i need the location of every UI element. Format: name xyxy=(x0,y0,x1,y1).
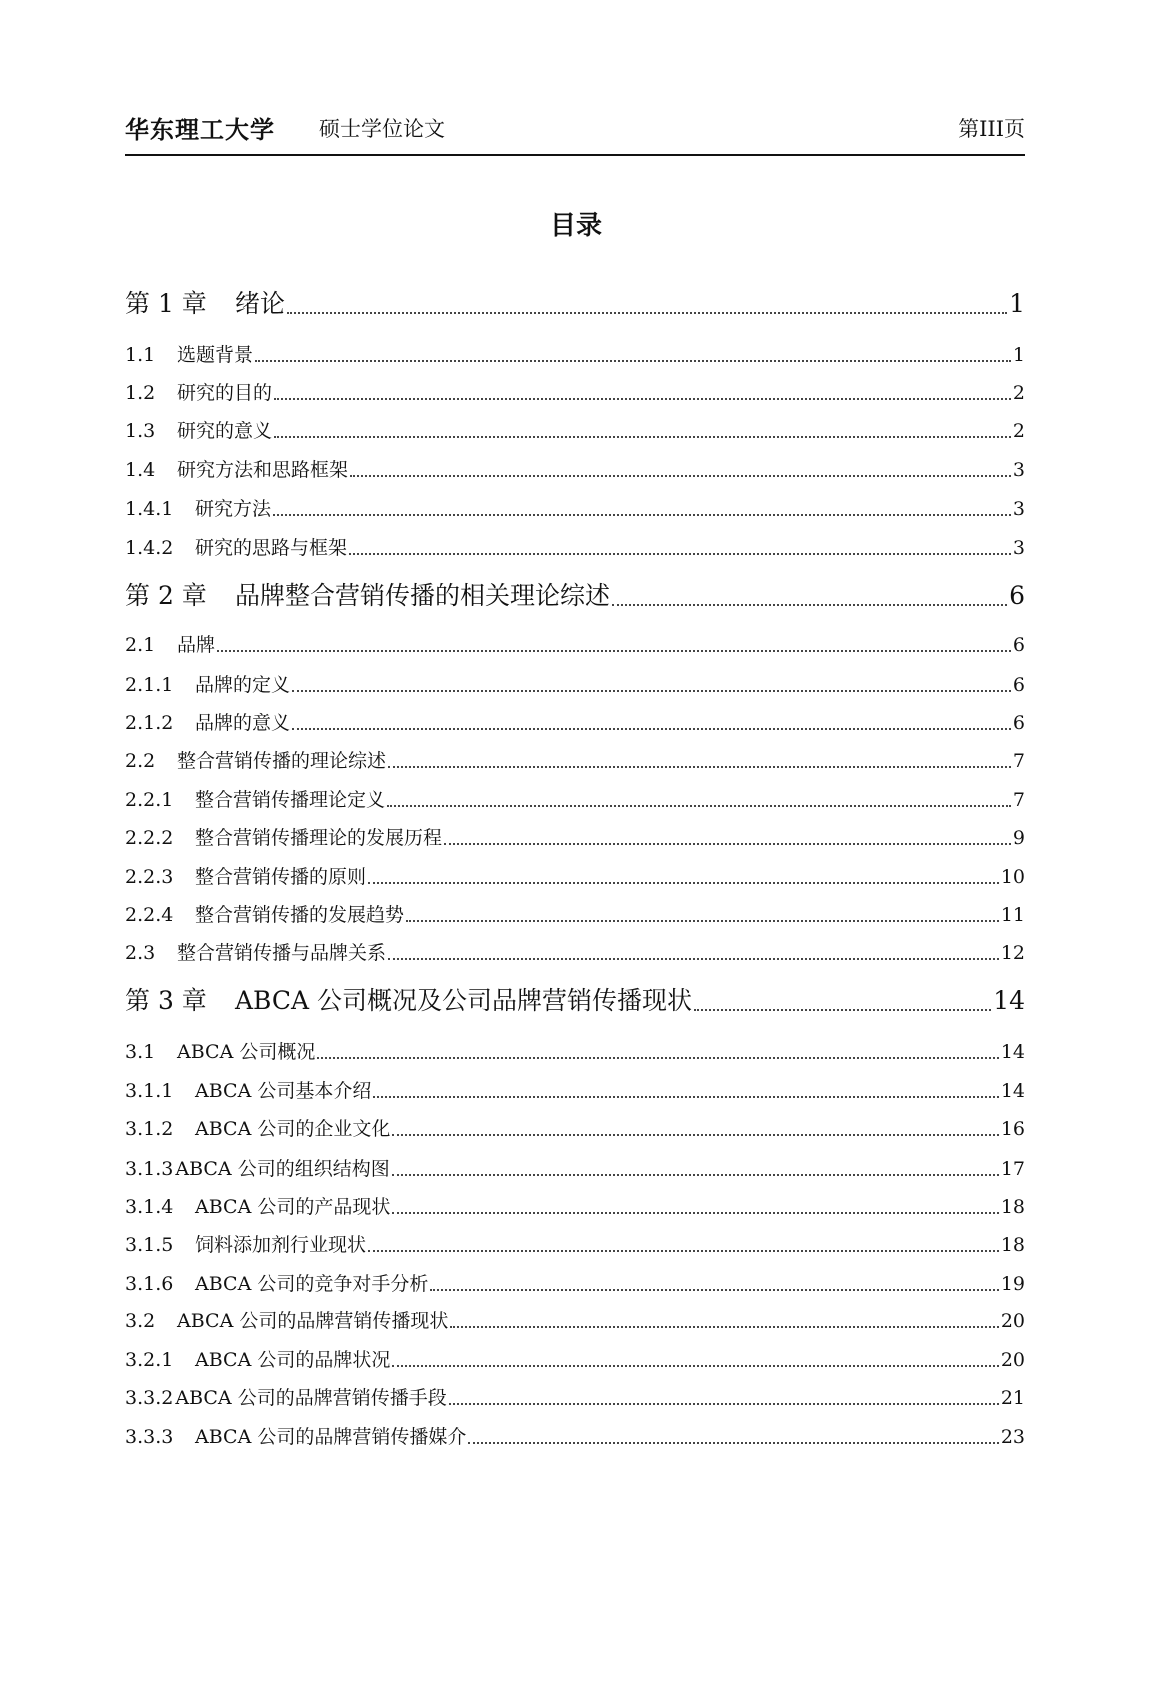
toc-entry-page: 6 xyxy=(1012,674,1025,696)
toc-entry-label: 整合营销传播理论定义 xyxy=(195,789,386,811)
toc-leader-dots xyxy=(392,1364,998,1367)
toc-entry-number: 3.3.3 xyxy=(125,1426,174,1448)
toc-entry-label: ABCA 公司的产品现状 xyxy=(195,1196,391,1218)
toc-leader-dots xyxy=(368,1249,999,1252)
toc-entry-page: 11 xyxy=(1000,904,1025,926)
toc-entry-number: 3.1.5 xyxy=(125,1234,174,1256)
toc-entry-page: 20 xyxy=(1000,1310,1025,1332)
toc-leader-dots xyxy=(373,1095,998,1098)
toc-leader-dots xyxy=(694,1008,991,1011)
toc-entry-number: 2.2.2 xyxy=(125,827,174,849)
toc-entry-number: 3.3.2 xyxy=(125,1387,174,1409)
toc-leader-dots xyxy=(292,727,1011,730)
toc-entry-number: 2.2.1 xyxy=(125,789,174,811)
toc-entry-page: 18 xyxy=(1000,1234,1025,1256)
toc-leader-dots xyxy=(317,1056,998,1059)
toc-entry-label: 研究的思路与框架 xyxy=(195,537,348,559)
toc-entry-label: ABCA 公司的品牌状况 xyxy=(195,1349,391,1371)
toc-entry-page: 10 xyxy=(1000,866,1025,888)
toc-leader-dots xyxy=(274,435,1011,438)
toc-entry[interactable] xyxy=(125,746,1025,774)
toc-entry-label: ABCA 公司的企业文化 xyxy=(195,1118,391,1140)
toc-entry-page: 7 xyxy=(1012,789,1025,811)
toc-entry-number: 3.2.1 xyxy=(125,1349,174,1371)
toc-entry[interactable] xyxy=(125,455,1025,483)
toc-entry[interactable] xyxy=(125,981,1025,1017)
toc-entry[interactable] xyxy=(125,1230,1025,1258)
toc-entry[interactable] xyxy=(125,1154,1025,1182)
toc-leader-dots xyxy=(274,397,1011,400)
toc-leader-dots xyxy=(350,474,1011,477)
toc-entry-label: ABCA 公司的组织结构图 xyxy=(175,1158,390,1180)
toc-entry[interactable] xyxy=(125,1306,1025,1334)
toc-leader-dots xyxy=(287,311,1007,314)
toc-leader-dots xyxy=(392,1173,999,1176)
toc-entry-label: ABCA 公司概况 xyxy=(177,1041,316,1063)
toc-leader-dots xyxy=(349,552,1011,555)
toc-leader-dots xyxy=(388,765,1011,768)
toc-entry-page: 1 xyxy=(1012,344,1025,366)
toc-entry-number: 3.1.4 xyxy=(125,1196,174,1218)
toc-entry-label: ABCA 公司基本介绍 xyxy=(195,1080,372,1102)
page-title: 目录 xyxy=(549,211,602,241)
toc-entry-page: 6 xyxy=(1009,581,1025,610)
toc-entry-number: 1.2 xyxy=(125,382,156,404)
toc-leader-dots xyxy=(368,881,999,884)
toc-entry-page: 9 xyxy=(1012,827,1025,849)
toc-entry-label: 研究的意义 xyxy=(177,420,273,442)
toc-entry-label: 饲料添加剂行业现状 xyxy=(195,1234,367,1256)
toc-entry-number: 第 3 章 xyxy=(125,986,207,1015)
toc-leader-dots xyxy=(612,603,1007,606)
toc-entry-label: 研究方法和思路框架 xyxy=(177,459,349,481)
toc-entry[interactable] xyxy=(125,630,1025,658)
toc-entry-page: 12 xyxy=(1000,942,1025,964)
toc-entry[interactable] xyxy=(125,1037,1025,1065)
toc-entry[interactable] xyxy=(125,1114,1025,1142)
toc-entry[interactable] xyxy=(125,1076,1025,1104)
toc-entry-page: 14 xyxy=(993,986,1025,1015)
toc-entry-page: 6 xyxy=(1012,712,1025,734)
toc-entry-label: 品牌 xyxy=(177,634,216,656)
toc-entry-number: 1.4 xyxy=(125,459,156,481)
toc-entry[interactable] xyxy=(125,533,1025,561)
toc-entry-label: 整合营销传播的发展趋势 xyxy=(195,904,405,926)
toc-entry-number: 第 2 章 xyxy=(125,581,207,610)
toc-leader-dots xyxy=(273,513,1011,516)
toc-entry-number: 1.3 xyxy=(125,420,156,442)
toc-entry[interactable] xyxy=(125,416,1025,444)
toc-entry-label: 整合营销传播理论的发展历程 xyxy=(195,827,443,849)
toc-entry[interactable] xyxy=(125,1345,1025,1373)
toc-entry-number: 3.2 xyxy=(125,1310,156,1332)
toc-entry-label: 整合营销传播与品牌关系 xyxy=(177,942,387,964)
toc-entry[interactable] xyxy=(125,1383,1025,1411)
toc-entry[interactable] xyxy=(125,862,1025,890)
page-header xyxy=(125,108,1025,156)
toc-entry-number: 2.1.1 xyxy=(125,674,174,696)
toc-entry-number: 1.4.2 xyxy=(125,537,174,559)
toc-leader-dots xyxy=(430,1288,998,1291)
toc-entry-number: 2.2.4 xyxy=(125,904,174,926)
toc-entry-label: 绪论 xyxy=(235,289,286,318)
toc-entry[interactable] xyxy=(125,494,1025,522)
toc-entry-number: 2.3 xyxy=(125,942,156,964)
toc-entry-number: 2.2 xyxy=(125,750,156,772)
page-number: 第III页 xyxy=(958,117,1025,141)
toc-entry-number: 3.1.1 xyxy=(125,1080,174,1102)
toc-entry-page: 3 xyxy=(1012,498,1025,520)
toc-entry[interactable] xyxy=(125,708,1025,736)
toc-entry-number: 2.2.3 xyxy=(125,866,174,888)
toc-entry[interactable] xyxy=(125,576,1025,612)
toc-entry-page: 2 xyxy=(1012,382,1025,404)
toc-leader-dots xyxy=(449,1402,999,1405)
toc-leader-dots xyxy=(444,842,1011,845)
toc-entry[interactable] xyxy=(125,823,1025,851)
toc-entry[interactable] xyxy=(125,1269,1025,1297)
toc-entry[interactable] xyxy=(125,1422,1025,1450)
toc-entry[interactable] xyxy=(125,670,1025,698)
toc-entry-page: 2 xyxy=(1012,420,1025,442)
toc-entry-number: 2.1 xyxy=(125,634,156,656)
degree-label: 硕士学位论文 xyxy=(319,117,445,141)
toc-entry-label: 品牌的定义 xyxy=(195,674,291,696)
toc-entry-label: ABCA 公司的竞争对手分析 xyxy=(195,1273,429,1295)
toc-entry-page: 7 xyxy=(1012,750,1025,772)
toc-entry-page: 3 xyxy=(1012,537,1025,559)
toc-entry-label: ABCA 公司的品牌营销传播现状 xyxy=(177,1310,449,1332)
toc-entry-label: 研究方法 xyxy=(195,498,272,520)
toc-entry-page: 6 xyxy=(1012,634,1025,656)
toc-entry[interactable] xyxy=(125,284,1025,320)
toc-leader-dots xyxy=(292,689,1011,692)
toc-leader-dots xyxy=(255,359,1011,362)
toc-entry-number: 3.1.2 xyxy=(125,1118,174,1140)
toc-entry-number: 3.1.3 xyxy=(125,1158,174,1180)
toc-entry-label: 整合营销传播的理论综述 xyxy=(177,750,387,772)
toc-entry-number: 1.1 xyxy=(125,344,156,366)
toc-entry-page: 14 xyxy=(1000,1041,1025,1063)
toc-entry-page: 19 xyxy=(1000,1273,1025,1295)
toc-leader-dots xyxy=(392,1133,998,1136)
toc-entry[interactable] xyxy=(125,1192,1025,1220)
toc-entry-label: ABCA 公司概况及公司品牌营销传播现状 xyxy=(235,986,693,1015)
toc-entry-number: 第 1 章 xyxy=(125,289,207,318)
toc-entry-label: 品牌的意义 xyxy=(195,712,291,734)
toc-entry-page: 18 xyxy=(1000,1196,1025,1218)
toc-leader-dots xyxy=(406,919,999,922)
toc-entry-number: 3.1 xyxy=(125,1041,156,1063)
toc-entry-page: 23 xyxy=(1000,1426,1025,1448)
toc-entry-label: ABCA 公司的品牌营销传播媒介 xyxy=(195,1426,467,1448)
toc-entry-label: 研究的目的 xyxy=(177,382,273,404)
toc-leader-dots xyxy=(468,1441,998,1444)
toc-leader-dots xyxy=(450,1325,998,1328)
toc-entry[interactable] xyxy=(125,340,1025,368)
toc-entry[interactable] xyxy=(125,378,1025,406)
toc-entry-label: 选题背景 xyxy=(177,344,254,366)
toc-entry[interactable] xyxy=(125,785,1025,813)
toc-entry-number: 3.1.6 xyxy=(125,1273,174,1295)
toc-entry-page: 14 xyxy=(1000,1080,1025,1102)
toc-entry[interactable] xyxy=(125,900,1025,928)
toc-entry-page: 3 xyxy=(1012,459,1025,481)
toc-entry-label: 整合营销传播的原则 xyxy=(195,866,367,888)
toc-leader-dots xyxy=(387,804,1011,807)
toc-leader-dots xyxy=(392,1211,998,1214)
toc-leader-dots xyxy=(388,957,999,960)
toc-entry-page: 21 xyxy=(1000,1387,1025,1409)
toc-entry-label: 品牌整合营销传播的相关理论综述 xyxy=(235,581,611,610)
toc-entry[interactable] xyxy=(125,938,1025,966)
toc-entry-label: ABCA 公司的品牌营销传播手段 xyxy=(175,1387,447,1409)
university-name: 华东理工大学 xyxy=(125,116,275,144)
toc-entry-page: 17 xyxy=(1000,1158,1025,1180)
toc-entry-number: 2.1.2 xyxy=(125,712,174,734)
toc-entry-page: 20 xyxy=(1000,1349,1025,1371)
toc-entry-page: 16 xyxy=(1000,1118,1025,1140)
toc-entry-page: 1 xyxy=(1009,289,1025,318)
toc-leader-dots xyxy=(217,649,1011,652)
toc-entry-number: 1.4.1 xyxy=(125,498,174,520)
